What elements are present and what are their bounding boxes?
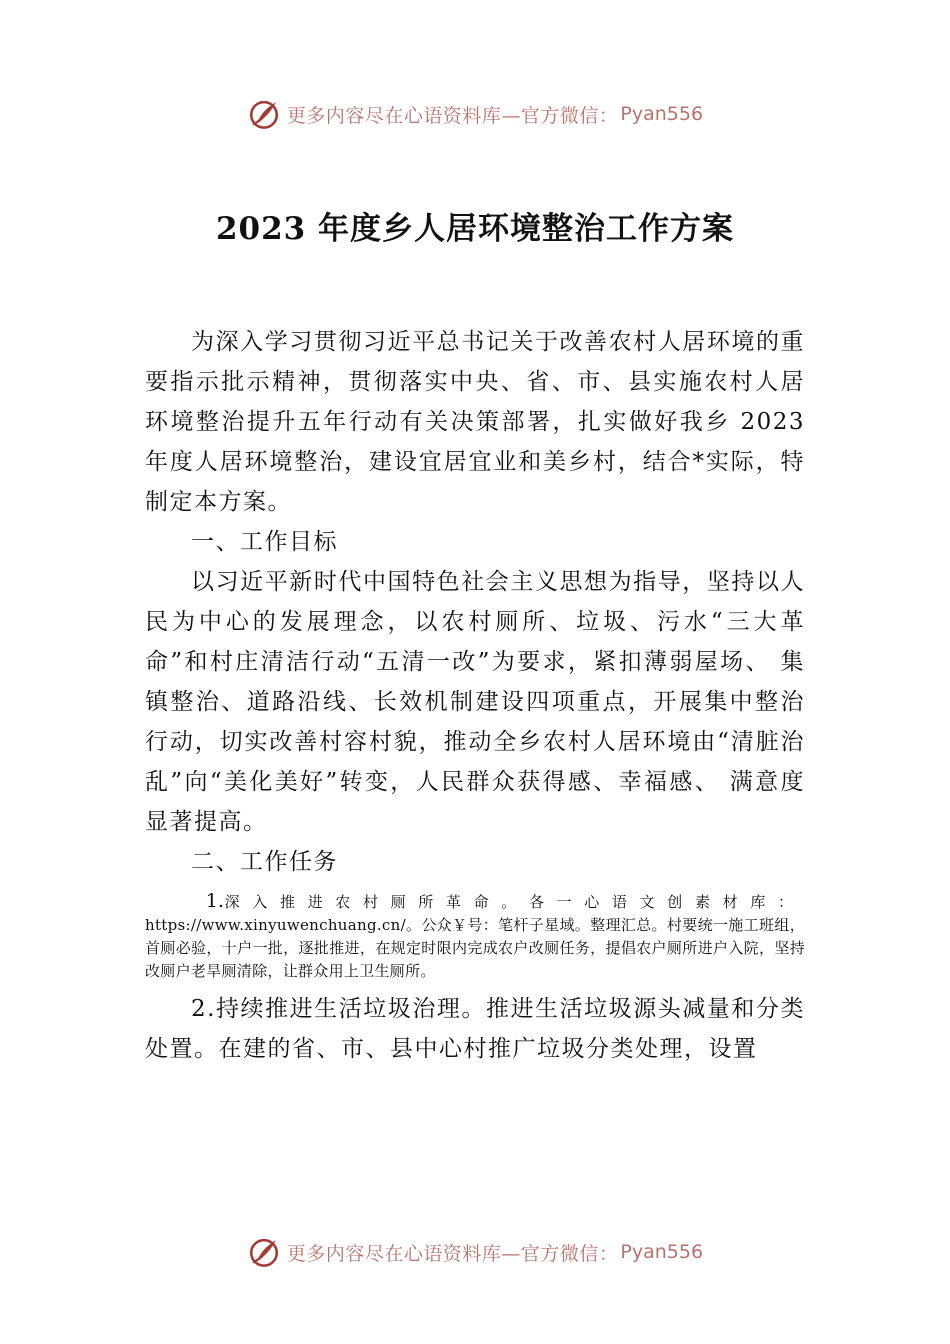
banner-wechat-id: Pyan556 [620, 1241, 704, 1263]
task-2-paragraph: 2.持续推进生活垃圾治理。推进生活垃圾源头减量和分类处置。在建的省、市、县中心村推广垃圾分类处理，设置 [145, 996, 805, 1062]
intro-paragraph: 为深入学习贯彻习近平总书记关于改善农村人居环境的重要指示批示精神，贯彻落实中央、省、市、县实施农村人居环境整治提升五年行动有关决策部署，扎实做好我乡 2023 年度人居环境整治，建设宜居宜业和美乡村，结合*实际，特制定本方案。 [145, 329, 805, 515]
footer-banner [0, 1232, 950, 1272]
goals-paragraph: 以习近平新时代中国特色社会主义思想为指导，坚持以人民为中心的发展理念，以农村厕所、垃圾、污水“三大革命”和村庄清洁行动“五清一改”为要求，紧扣薄弱屋场、 集镇整治、道路沿线、长效机制建设四项重点，开展集中整治行动，切实改善村容村貌，推动全乡农村人居环境由“清脏治乱”向“美化美好”转变，人民群众获得感、幸福感、 满意度显著提高。 [145, 569, 805, 835]
banner-text: 更多内容尽在心语资料库—官方微信： [286, 104, 619, 127]
task-1-title: 深入推进农村厕所革命。各一心语文创素材库： [223, 893, 805, 911]
section-heading-tasks: 二、工作任务 [191, 849, 338, 875]
task-1-paragraph [145, 890, 805, 983]
document-body [145, 322, 805, 1069]
task-1-number: 1. [205, 890, 224, 912]
quill-logo-icon [247, 97, 281, 131]
header-banner [0, 94, 950, 134]
banner-wechat-id: Pyan556 [620, 103, 704, 125]
quill-logo-icon [247, 1235, 281, 1269]
task-1-body: https://www.xinyuwenchuang.cn/。公众￥号：笔杆子星域。整理汇总。村要统一施工班组，首厕必验，十户一批，逐批推进，在规定时限内完成农户改厕任务，提倡农户厕所进户入院，坚持改厕户老旱厕清除，让群众用上卫生厕所。 [145, 916, 805, 980]
section-heading-goals: 一、工作目标 [191, 529, 338, 555]
banner-text: 更多内容尽在心语资料库—官方微信： [286, 1242, 619, 1265]
document-title: 2023 年度乡人居环境整治工作方案 [215, 211, 735, 247]
